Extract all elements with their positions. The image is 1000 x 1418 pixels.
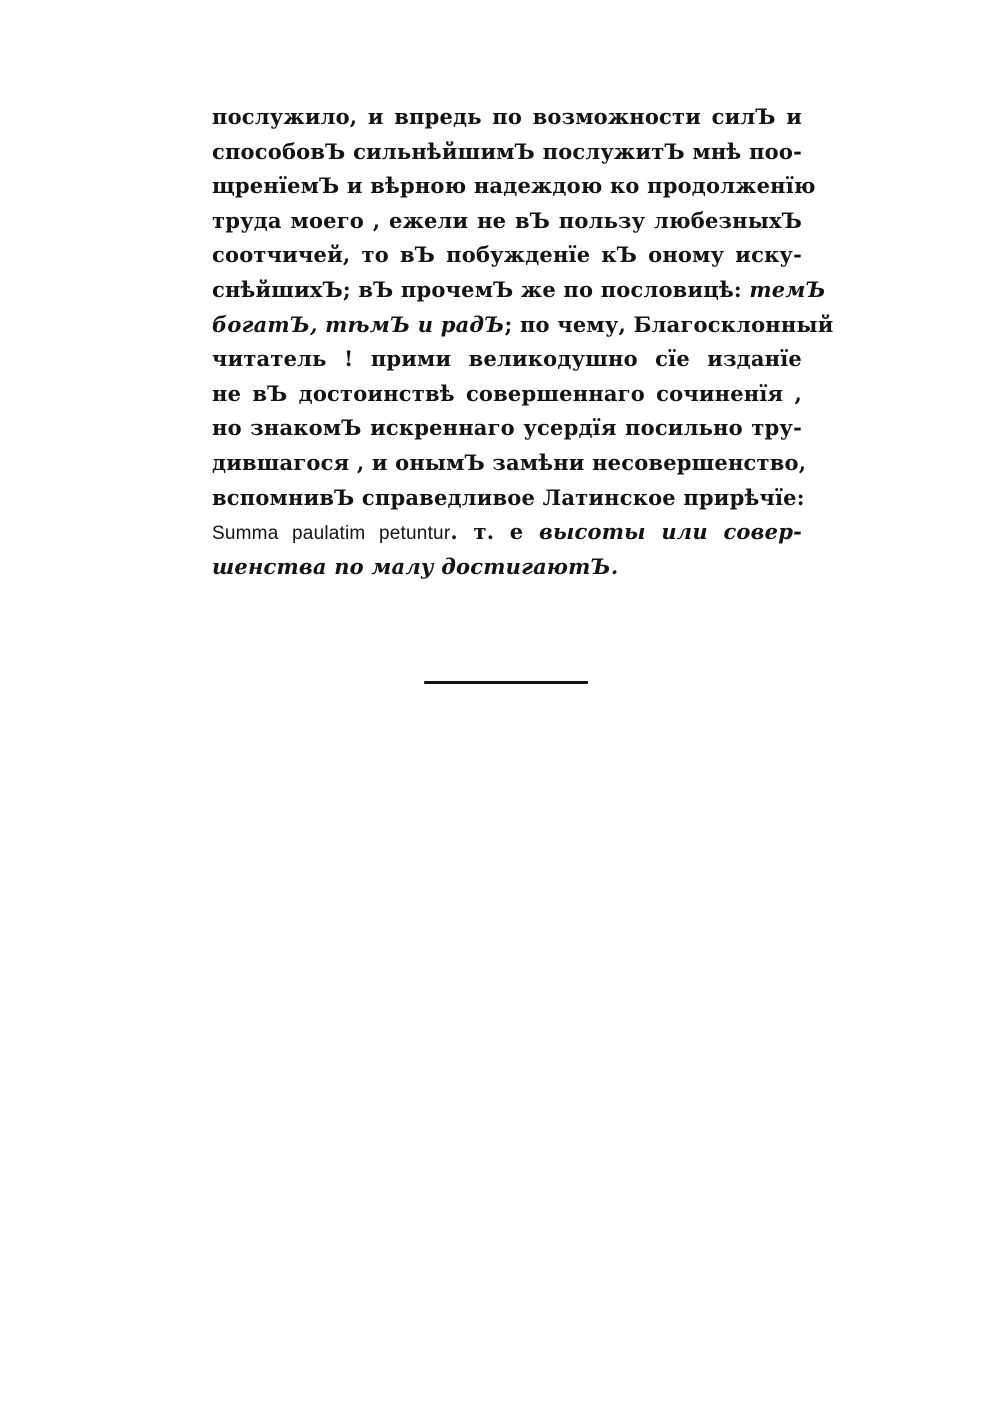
text-segment: способовЪ сильнѣйшимЪ послужитЪ мнѣ поо- (212, 138, 802, 164)
text-line (212, 481, 805, 516)
text-line (212, 377, 802, 412)
text-segment: снѣйшихЪ; вЪ прочемЪ же по пословицѣ: (212, 276, 750, 302)
italic-text: богатЪ, тѣмЪ и радЪ (212, 311, 505, 337)
text-line (212, 446, 807, 481)
text-line (212, 342, 802, 377)
text-segment: вспомнивЪ справедливое Латинское прирѣчїе: (212, 484, 805, 510)
text-line (212, 100, 802, 135)
italic-text: высоты или совер- (538, 519, 802, 545)
latin-text: Summa paulatim petuntur (212, 523, 451, 545)
text-segment: соотчичей, то вЪ побужденїе кЪ оному иску- (212, 242, 802, 268)
text-segment: послужило, и впредь по возможности силЪ и (212, 104, 802, 129)
text-segment: щренїемЪ и вѣрною надеждою ко продолженїю (212, 173, 816, 199)
text-segment: читатель ! прими великодушно сїе изданїе (212, 346, 802, 372)
text-line (212, 204, 802, 239)
body-text (212, 100, 834, 584)
italic-text: шенства по малу достигаютЪ. (212, 553, 619, 579)
text-segment: но знакомЪ искреннаго усердїя посильно тру- (212, 415, 802, 441)
text-segment: не вЪ достоинствѣ совершеннаго сочиненїя , (212, 380, 802, 406)
text-line (212, 308, 834, 343)
text-line (212, 135, 802, 170)
text-line (212, 515, 802, 550)
section-divider (424, 681, 588, 684)
text-segment: труда моего , ежели не вЪ пользу любезныхЪ (212, 207, 802, 233)
text-line (212, 273, 826, 308)
text-line (212, 411, 802, 446)
text-line (212, 550, 802, 585)
text-line (212, 169, 816, 204)
text-segment: дившагося , и онымЪ замѣни несовершенство, (212, 449, 807, 475)
text-segment: . т. е (450, 519, 539, 545)
text-line (212, 238, 802, 273)
text-segment: ; по чему, Благосклонный (504, 311, 834, 337)
italic-text: темЪ (749, 276, 826, 302)
